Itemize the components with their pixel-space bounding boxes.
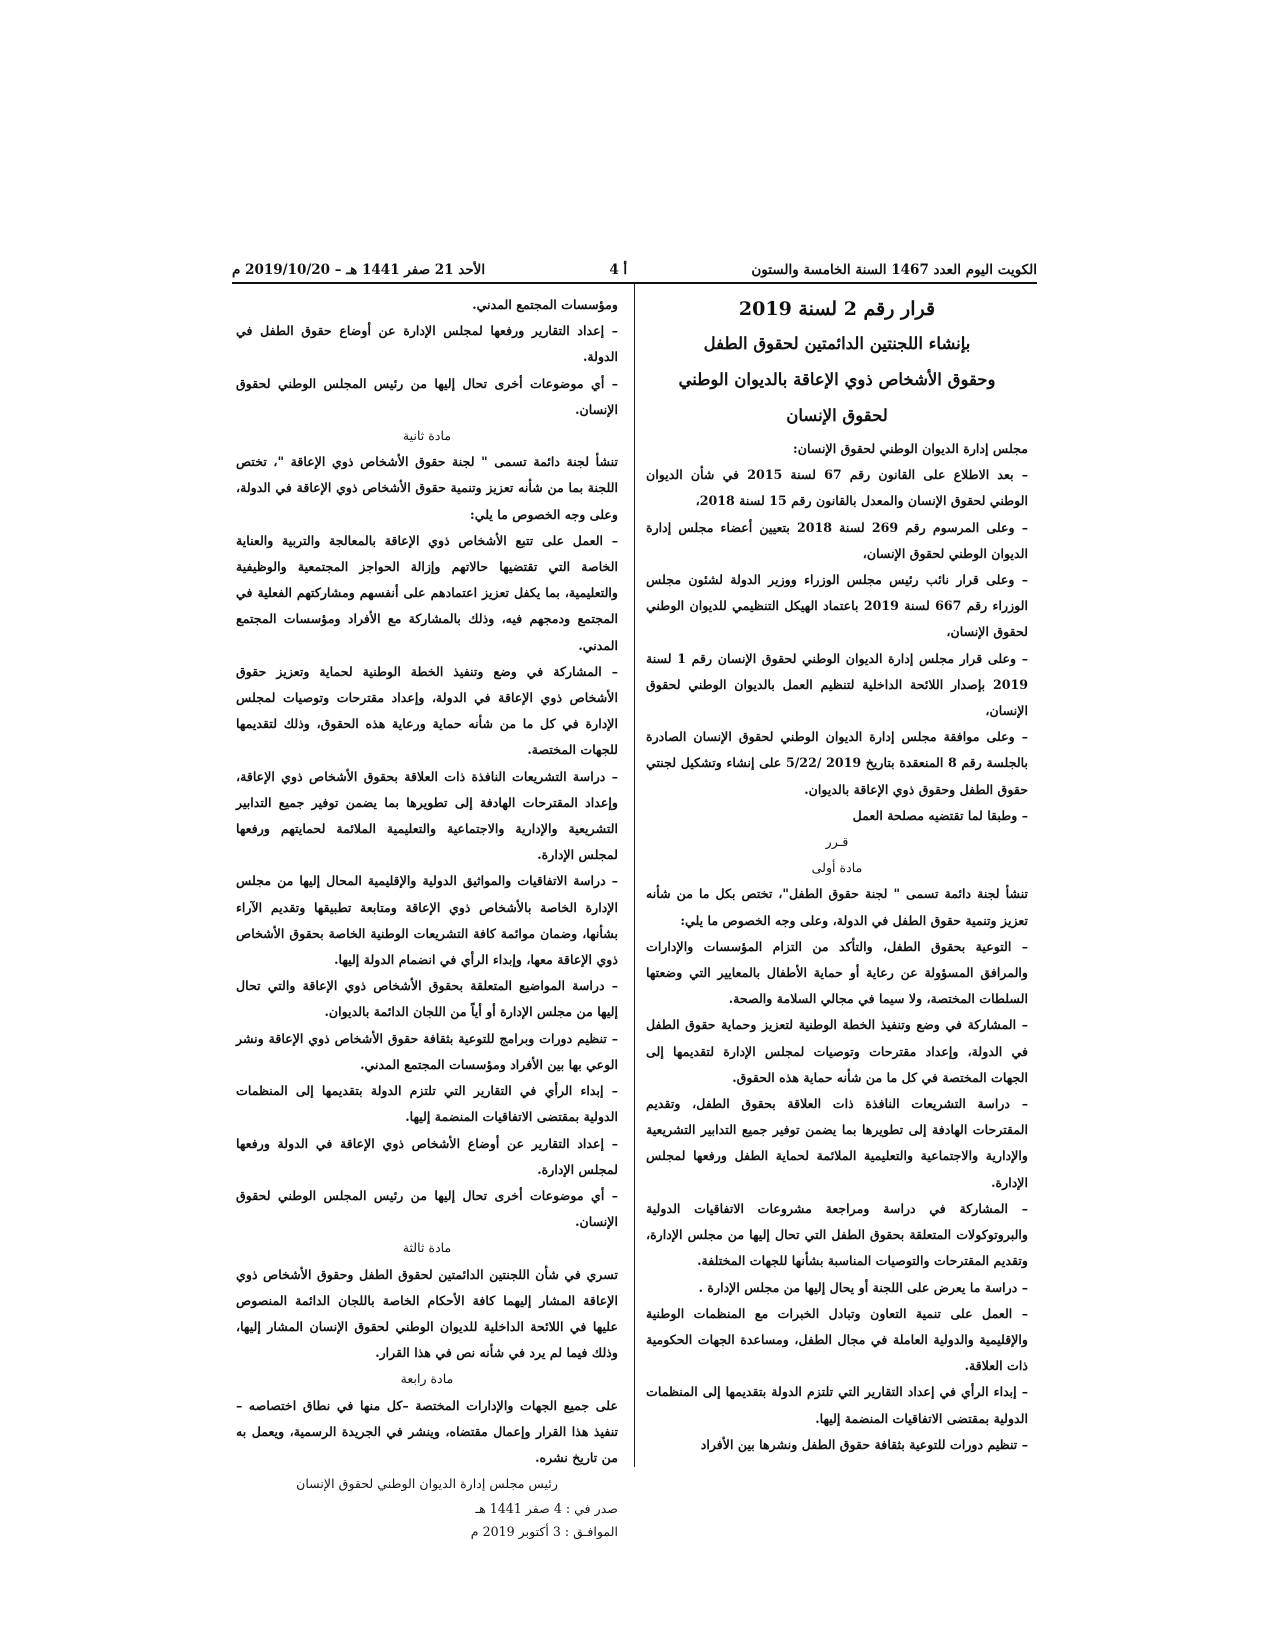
article-paragraph: تنشأ لجنة دائمة تسمى " لجنة حقوق الطفل"، تختص بكل ما من شأنه تعزيز وتنمية حقوق الطفل في الدولة، وعلى وجه الخصوص ما يلي: xyxy=(646,886,1028,928)
decision-title-block xyxy=(646,292,1028,434)
article-paragraph: – دراسة ما يعرض على اللجنة أو يحال إليها من مجلس الإدارة . xyxy=(698,1279,1028,1295)
preamble-paragraph: مجلس إدارة الديوان الوطني لحقوق الإنسان: xyxy=(793,441,1028,456)
article-paragraph: – المشاركة في دراسة ومراجعة مشروعات الاتفاقيات الدولية والبروتوكولات المتعلقة بحقوق الطفل التي تحال إليها من مجلس الإدارة، وتقديم المقترحات والتوصيات المناسبة بشأنها للجهات المختلفة. xyxy=(646,1200,1028,1269)
article-heading: مادة رابعة xyxy=(400,1371,454,1387)
article-heading: مادة ثانية xyxy=(402,428,452,444)
article-paragraph: – العمل على تتبع الأشخاص ذوي الإعاقة بالمعالجة والتربية والعناية الخاصة التي تقتضيها حالاتهم وإزالة الحواجز المجتمعية والوظيفية والتعليمية، بما يكفل تعزيز اعتمادهم على أنفسهم ومشاركتهم الفعلية في المجتمع ودمجهم فيه، وذلك بالمشاركة مع الأفراد ومؤسسات المجتمع المدني. xyxy=(236,532,618,653)
article-heading: مادة أولى xyxy=(811,860,863,876)
decision-subtitle-line: بإنشاء اللجنتين الدائمتين لحقوق الطفل xyxy=(703,334,971,353)
page-number: أ 4 xyxy=(609,262,628,278)
article-paragraph: – إعداد التقارير ورفعها لمجلس الإدارة عن أوضاع حقوق الطفل في الدولة. xyxy=(236,323,618,365)
article-paragraph: – إعداد التقارير عن أوضاع الأشخاص ذوي الإعاقة في الدولة ورفعها لمجلس الإدارة. xyxy=(236,1135,618,1177)
page-header xyxy=(232,258,1037,284)
signer-line: رئيس مجلس إدارة الديوان الوطني لحقوق الإنسان xyxy=(296,1476,558,1492)
article-paragraph: – أي موضوعات أخرى تحال إليها من رئيس المجلس الوطني لحقوق الإنسان. xyxy=(236,375,618,417)
article-paragraph: – العمل على تنمية التعاون وتبادل الخبرات مع المنظمات الوطنية والإقليمية والدولية العاملة في مجال الطفل، ومساعدة الجهات الحكومية ذات العلاقة. xyxy=(646,1305,1028,1374)
article-paragraph: – تنظيم دورات للتوعية بثقافة حقوق الطفل ونشرها بين الأفراد xyxy=(700,1436,1028,1452)
article-paragraph: ومؤسسات المجتمع المدني. xyxy=(472,297,618,312)
article-paragraph: تسري في شأن اللجنتين الدائمتين لحقوق الطفل وحقوق الأشخاص ذوي الإعاقة المشار إليهما كافة الأحكام الخاصة باللجان الدائمة المنصوص عليها في اللائحة الداخلية للديوان الوطني لحقوق الإنسان المشار إليها، وذلك فيما لم يرد في شأنه نص في هذا القرار. xyxy=(236,1266,618,1361)
preamble-paragraph: – وعلى موافقة مجلس إدارة الديوان الوطني لحقوق الإنسان الصادرة بالجلسة رقم 8 المنعقدة بتاريخ 2019 /5/22 على إنشاء وتشكيل لجنتي حقوق الطفل وحقوق ذوي الإعاقة بالديوان. xyxy=(646,729,1028,797)
decision-subtitle-line: لحقوق الإنسان xyxy=(786,406,888,425)
decided-heading: قـرر xyxy=(825,834,849,850)
preamble-paragraph: – بعد الاطلاع على القانون رقم 67 لسنة 2015 في شأن الديوان الوطني لحقوق الإنسان والمعدل بالقانون رقم 15 لسنة 2018، xyxy=(646,467,1029,509)
right-column xyxy=(646,292,1028,1458)
article-paragraph: – دراسة المواضيع المتعلقة بحقوق الأشخاص ذوي الإعاقة والتي تحال إليها من مجلس الإدارة أو أياً من اللجان الدائمة بالديوان. xyxy=(236,978,618,1020)
article-paragraph: على جميع الجهات والإدارات المختصة –كل منها في نطاق اختصاصه – تنفيذ هذا القرار وإعمال مقتضاه، وينشر في الجريدة الرسمية، ويعمل به من تاريخ نشره. xyxy=(236,1397,618,1465)
article-paragraph: – تنظيم دورات وبرامج للتوعية بثقافة حقوق الأشخاص ذوي الإعاقة ونشر الوعي بها بين الأفراد ومؤسسات المجتمع المدني. xyxy=(236,1030,618,1072)
issue-date: الأحد 21 صفر 1441 هـ – 2019/10/20 م xyxy=(232,262,486,278)
decision-title: قرار رقم 2 لسنة 2019 xyxy=(738,298,936,320)
corresponding-date: الموافـق : 3 أكتوبر 2019 م xyxy=(470,1524,618,1540)
article-paragraph: – المشاركة في وضع وتنفيذ الخطة الوطنية لتعزيز وحماية حقوق الطفل في الدولة، وإعداد مقترحات وتوصيات لمجلس الإدارة لتقديمها إلى الجهات المختصة في كل ما من شأنه حماية هذه الحقوق. xyxy=(646,1017,1028,1085)
article-paragraph: تنشأ لجنة دائمة تسمى " لجنة حقوق الأشخاص ذوي الإعاقة "، تختص اللجنة بما من شأنه تعزيز وتنمية حقوق الأشخاص ذوي الإعاقة في الدولة، وعلى وجه الخصوص ما يلي: xyxy=(236,454,618,522)
article-paragraph: – دراسة الاتفاقيات والمواثيق الدولية والإقليمية المحال إليها من مجلس الإدارة الخاصة بالأشخاص ذوي الإعاقة ومتابعة تطبيقها وتقديم الآراء بشأنها، وضمان موائمة كافة التشريعات الوطنية الخاصة بحقوق الأشخاص ذوي الإعاقة معها، وإبداء الرأي في انضمام الدولة إليها. xyxy=(236,873,618,968)
article-paragraph: – أي موضوعات أخرى تحال إليها من رئيس المجلس الوطني لحقوق الإنسان. xyxy=(236,1187,618,1230)
preamble-paragraph: – وطبقا لما تقتضيه مصلحة العمل xyxy=(852,807,1028,823)
article-paragraph: – إبداء الرأي في إعداد التقارير التي تلتزم الدولة بتقديمها إلى المنظمات الدولية بمقتضى الاتفاقيات المنضمة إليها. xyxy=(646,1384,1028,1426)
article-paragraph: – التوعية بحقوق الطفل، والتأكد من التزام المؤسسات والإدارات والمرافق المسؤولة عن رعاية أو حماية الأطفال بالمعايير التي وضعتها السلطات المختصة، ولا سيما في مجالي السلامة والصحة. xyxy=(646,938,1028,1007)
publication-info: الكويت اليوم العدد 1467 السنة الخامسة والستون xyxy=(751,262,1037,278)
left-column xyxy=(236,292,618,1543)
article-paragraph: – المشاركة في وضع وتنفيذ الخطة الوطنية لحماية وتعزيز حقوق الأشخاص ذوي الإعاقة في الدولة، وإعداد مقترحات وتوصيات لمجلس الإدارة في كل ما من شأنه حماية ورعاية هذه الحقوق، وذلك لتقديمها للجهات المختصة. xyxy=(236,663,618,758)
preamble-paragraph: – وعلى قرار نائب رئيس مجلس الوزراء ووزير الدولة لشئون مجلس الوزراء رقم 667 لسنة 2019 باعتماد الهيكل التنظيمي للديوان الوطني لحقوق الإنسان، xyxy=(646,572,1028,640)
article-paragraph: – دراسة التشريعات النافذة ذات العلاقة بحقوق الطفل، وتقديم المقترحات الهادفة إلى تطويرها بما يضمن توفير جميع التدابير التشريعية والإدارية والاجتماعية والتعليمية الملائمة لحماية الطفل ورفعها لمجلس الإدارة. xyxy=(646,1096,1028,1190)
article-heading: مادة ثالثة xyxy=(402,1240,452,1256)
article-paragraph: – دراسة التشريعات النافذة ذات العلاقة بحقوق الأشخاص ذوي الإعاقة، وإعداد المقترحات الهادفة إلى تطويرها بما يضمن توفير جميع التدابير التشريعية والإدارية والاجتماعية والتعليمية الملائمة لحمايتهم ورفعها لمجلس الإدارة. xyxy=(236,768,618,863)
preamble-paragraph: – وعلى قرار مجلس إدارة الديوان الوطني لحقوق الإنسان رقم 1 لسنة 2019 بإصدار اللائحة الداخلية لتنظيم العمل بالديوان الوطني لحقوق الإنسان، xyxy=(646,650,1028,719)
article-paragraph: – إبداء الرأي في التقارير التي تلتزم الدولة بتقديمها إلى المنظمات الدولية بمقتضى الاتفاقيات المنضمة إليها. xyxy=(236,1083,618,1125)
decision-subtitle-line: وحقوق الأشخاص ذوي الإعاقة بالديوان الوطني xyxy=(678,370,996,389)
preamble-paragraph: – وعلى المرسوم رقم 269 لسنة 2018 بتعيين أعضاء مجلس إدارة الديوان الوطني لحقوق الإنسان، xyxy=(646,519,1028,561)
issued-date: صدر في : 4 صفر 1441 هـ xyxy=(475,1501,618,1517)
column-divider xyxy=(634,284,635,1467)
